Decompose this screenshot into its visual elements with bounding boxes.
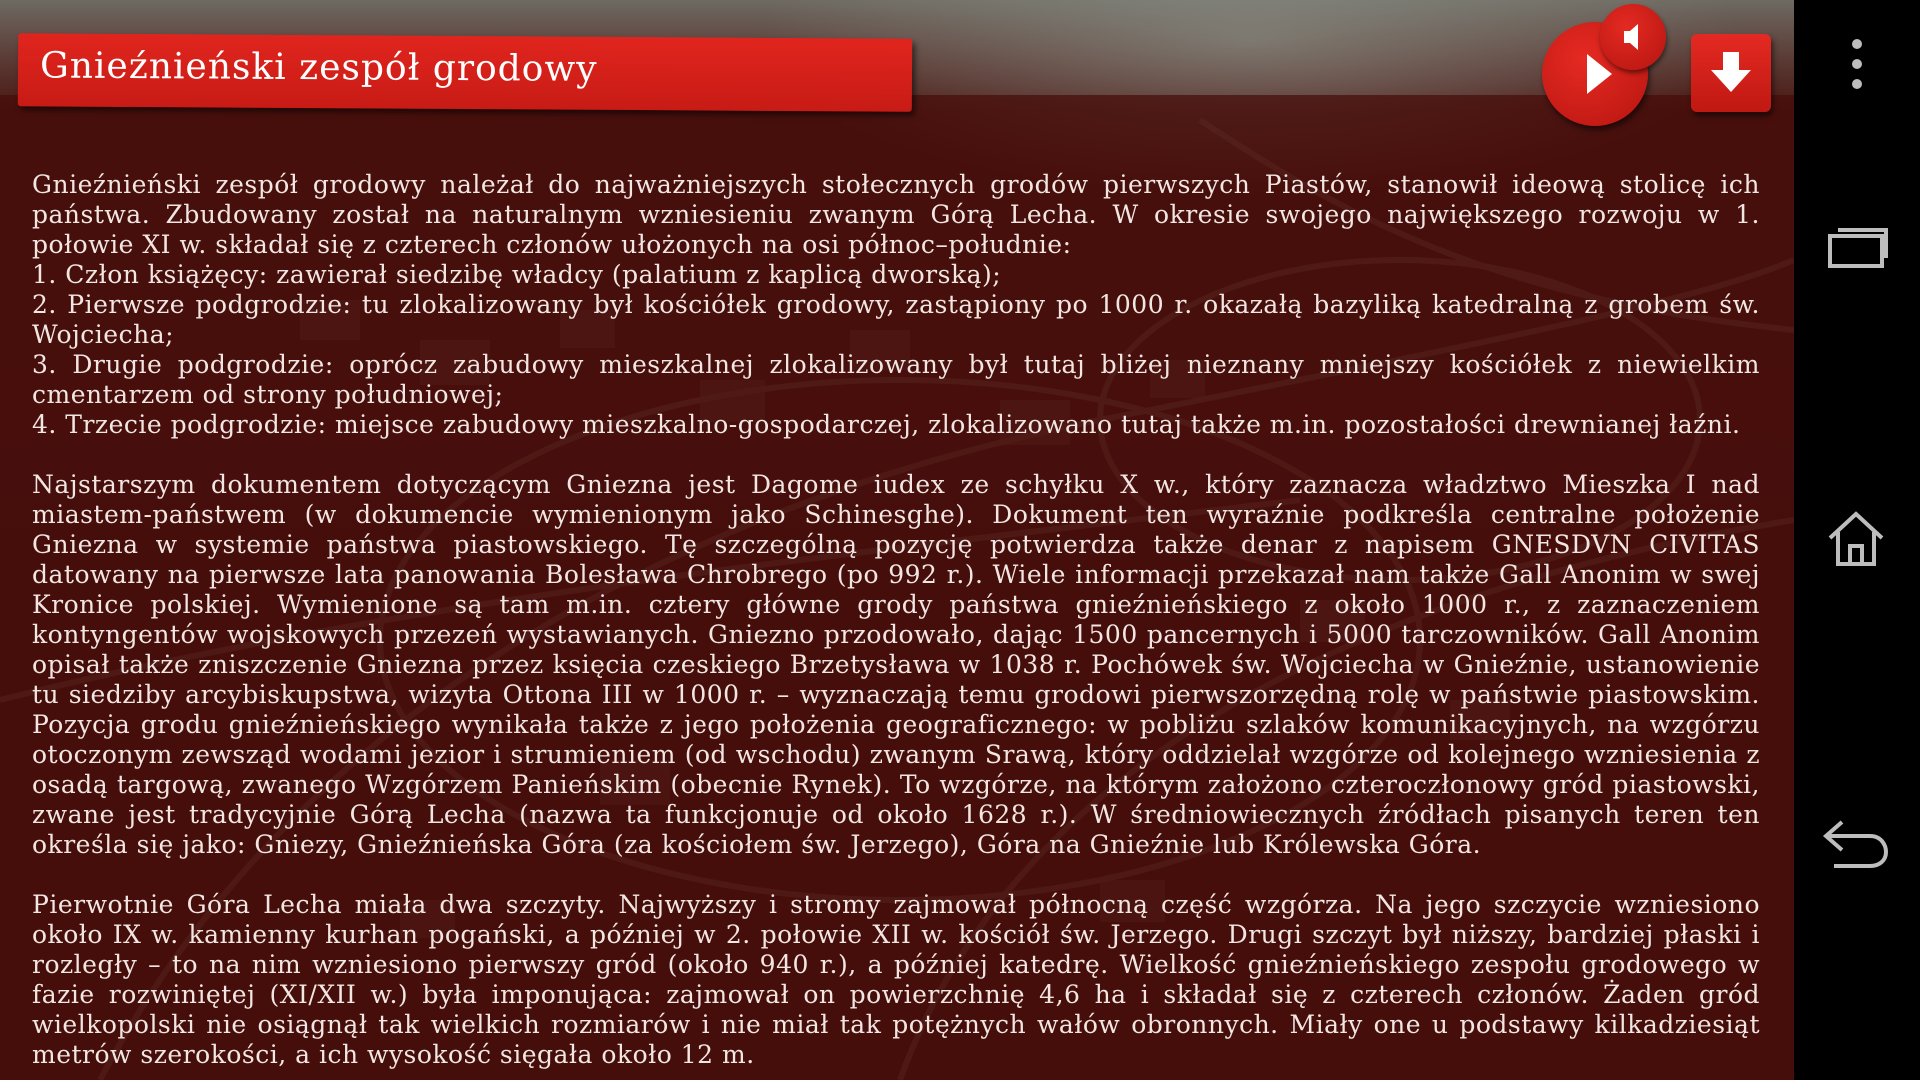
android-navigation-bar	[1794, 0, 1920, 1080]
home-icon[interactable]	[1824, 508, 1888, 568]
speaker-icon	[1600, 4, 1666, 70]
download-button[interactable]	[1691, 34, 1771, 112]
article-body	[32, 170, 1760, 1080]
page-title: Gnieźnieński zespół grodowy	[39, 45, 598, 90]
hill-paragraph: Pierwotnie Góra Lecha miała dwa szczyty. Najwyższy i stromy zajmował północną część wzgórza. Na jego szczycie wzniesiono około IX w. kamienny kurhan pogański, a później w 2. połowie XII w. kościół św. Jerzego. Drugi szczyt był niższy, bardziej płaski i rozległy – to na nim wzniesiono pierwszy gród (około 940 r.), a później katedrę. Wielkość gnieźnieńskiego zespołu grodowego w fazie rozwiniętej (XI/XII w.) była imponująca: zajmował on powierzchnię 4,6 ha i składał się z czterech członów. Żaden gród wielkopolski nie osiągnął tak wielkich rozmiarów i nie miał tak potężnych wałów obronnych. Miały one u podstawy kilkadziesiąt metrów szerokości, a ich wysokość sięgała około 12 m.	[32, 890, 1760, 1069]
list-item: 1. Człon książęcy: zawierał siedzibę władcy (palatium z kaplicą dworską);	[32, 260, 1002, 289]
list-item: 3. Drugie podgrodzie: oprócz zabudowy mieszkalnej zlokalizowany był tutaj bliżej nieznany mniejszy kościółek z niewielkim cmentarzem od strony południowej;	[32, 350, 1760, 409]
sound-toggle-button[interactable]	[1600, 4, 1666, 70]
download-arrow-icon	[1691, 34, 1771, 112]
overflow-menu-icon[interactable]	[1840, 36, 1874, 92]
history-paragraph: Najstarszym dokumentem dotyczącym Gniezna jest Dagome iudex ze schyłku X w., który zaznacza władztwo Mieszka I nad miastem-państwem (w dokumencie wymienionym jako Schinesghe). Dokument ten wyraźnie podkreśla centralne położenie Gniezna w systemie państwa piastowskiego. Tę szczególną pozycję potwierdza także denar z napisem GNESDVN CIVITAS datowany na pierwsze lata panowania Bolesława Chrobrego (po 992 r.). Wiele informacji przekazał nam także Gall Anonim w swej Kronice polskiej. Wymienione są tam m.in. cztery główne grody państwa gnieźnieńskiego z około 1000 r., z zaznaczeniem kontyngentów wojskowych przezeń wystawianych. Gniezno przodowało, dając 1500 pancernych i 5000 tarczowników. Gall Anonim opisał także zniszczenie Gniezna przez księcia czeskiego Brzetysława w 1038 r. Pochówek św. Wojciecha w Gnieźnie, ustanowienie tu siedziby arcybiskupstwa, wizyta Ottona III w 1000 r. – wyznaczają temu grodowi pierwszorzędną rolę w państwie piastowskim. Pozycja grodu gnieźnieńskiego wynikała także z jego położenia geograficznego: w pobliżu szlaków komunikacyjnych, na wzgórzu otoczonym zewsząd wodami jezior i strumieniem (od wschodu) zwanym Srawą, który oddzielał wzgórze od kolejnego wzniesienia z osadą targową, zwanego Wzgórzem Panieńskim (obecnie Rynek). To wzgórze, na którym założono czteroczłonowy gród piastowski, zwane jest tradycyjnie Górą Lecha (nazwa ta funkcjonuje od około 1628 r.). W średniowiecznych źródłach pisanych teren ten określa się jako: Gniezy, Gnieźnieńska Góra (za kościołem św. Jerzego), Góra na Gnieźnie lub Królewska Góra.	[32, 470, 1760, 859]
intro-paragraph	[32, 170, 1760, 440]
list-item: 4. Trzecie podgrodzie: miejsce zabudowy mieszkalno-gospodarczej, zlokalizowano tutaj także m.in. pozostałości drewnianej łaźni.	[32, 410, 1741, 439]
list-item: 2. Pierwsze podgrodzie: tu zlokalizowany był kościółek grodowy, zastąpiony po 1000 r. okazałą bazyliką katedralną z grobem św. Wojciecha;	[32, 290, 1760, 349]
title-banner	[18, 33, 912, 111]
recent-apps-icon[interactable]	[1826, 220, 1890, 270]
intro-text: Gnieźnieński zespół grodowy należał do najważniejszych stołecznych grodów pierwszych Piastów, stanowił ideową stolicę ich państwa. Zbudowany został na naturalnym wzniesieniu zwanym Górą Lecha. W okresie swojego największego rozwoju w 1. połowie XI w. składał się z czterech członów ułożonych na osi północ–południe:	[32, 170, 1760, 259]
back-icon[interactable]	[1820, 816, 1892, 872]
